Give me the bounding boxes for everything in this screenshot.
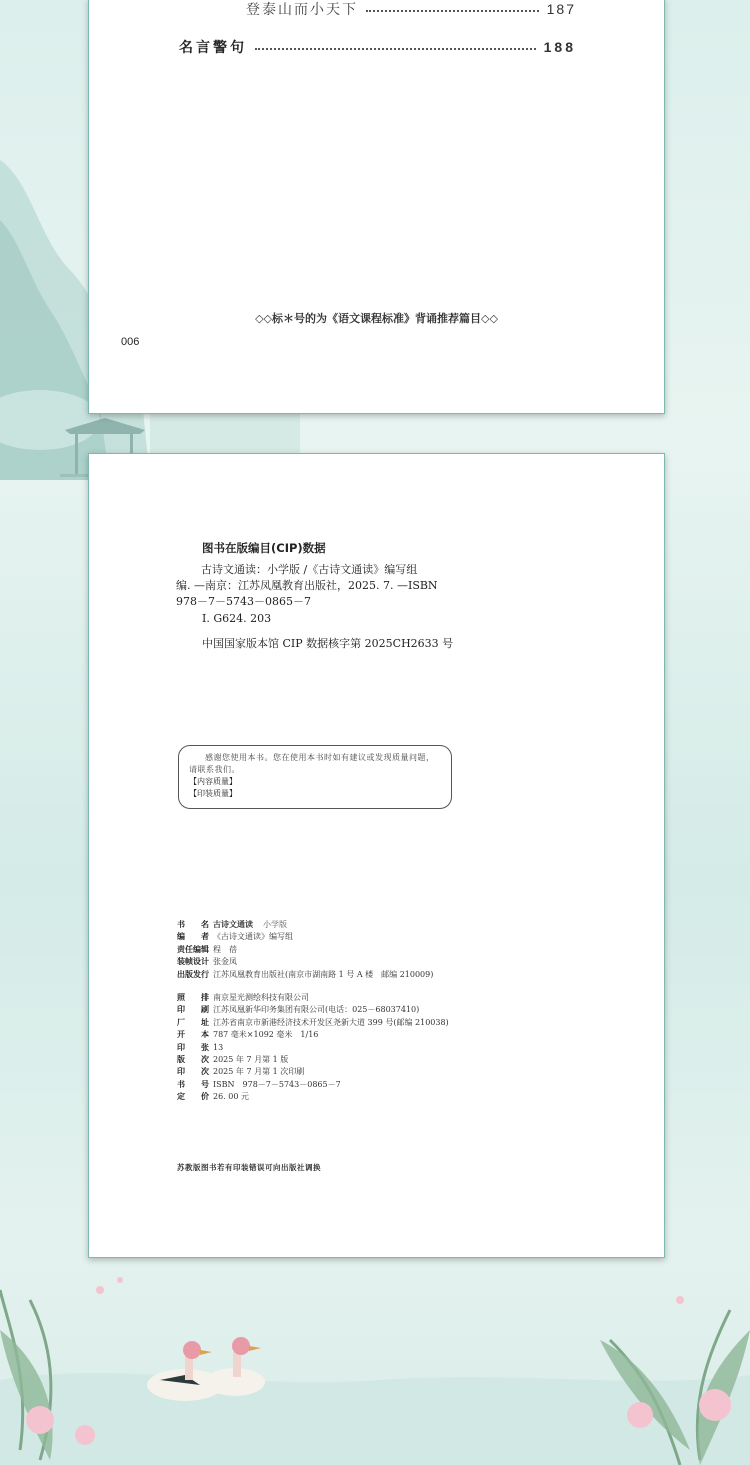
credit-row	[177, 1091, 449, 1103]
toc-page	[88, 0, 665, 414]
credits-printing	[177, 992, 449, 1104]
credit-row	[177, 969, 433, 981]
credit-key: 版 次	[177, 1055, 209, 1065]
credit-value: 江苏凤凰教育出版社(南京市湖南路 1 号 A 楼 邮编 210009)	[213, 969, 434, 979]
credit-value: 江苏省南京市新港经济技术开发区尧新大道 399 号(邮编 210038)	[213, 1017, 449, 1027]
credits-publisher	[177, 919, 433, 981]
credit-key: 责任编辑	[177, 944, 209, 954]
copyright-page	[88, 453, 665, 1258]
cip-line: 编. —南京：江苏凤凰教育出版社，2025. 7. —ISBN	[176, 579, 438, 592]
feedback-content-quality-tag: 【内容质量】	[189, 777, 237, 786]
credit-key: 出版发行	[177, 969, 209, 979]
credit-value: 2025 年 7 月第 1 次印刷	[213, 1067, 305, 1077]
credit-row	[177, 1004, 449, 1016]
credit-key: 印 张	[177, 1042, 209, 1052]
toc-entry-page: 188	[543, 39, 576, 55]
credit-key: 编 者	[177, 932, 209, 942]
credit-key: 印 次	[177, 1067, 209, 1077]
credit-value: 787 毫米×1092 毫米 1/16	[213, 1030, 319, 1040]
page-number: 006	[121, 336, 140, 348]
credit-key: 定 价	[177, 1092, 209, 1102]
credit-value: 南京星光测绘科技有限公司	[213, 993, 309, 1002]
cip-verification-number: 中国国家版本馆 CIP 数据核字第 2025CH2633 号	[202, 637, 454, 650]
credit-row	[177, 944, 433, 956]
credit-value: 江苏凤凰新华印务集团有限公司(电话：025－68037410)	[213, 1005, 420, 1015]
toc-entry-title: 登泰山而小天下	[246, 2, 358, 18]
credit-value: 《古诗文通读》编写组	[213, 932, 293, 942]
credit-row	[177, 992, 449, 1004]
credit-key: 厂 址	[177, 1017, 209, 1027]
credit-row	[177, 1054, 449, 1066]
credit-row	[177, 956, 433, 968]
book-title: 古诗文通读	[213, 920, 253, 929]
credit-key: 装帧设计	[177, 957, 209, 967]
feedback-box	[178, 745, 452, 809]
credit-row	[177, 1017, 449, 1029]
credit-value: 2025 年 7 月第 1 版	[213, 1055, 289, 1065]
feedback-print-quality-tag: 【印装质量】	[189, 789, 237, 798]
credit-key: 印 刷	[177, 1005, 209, 1015]
credit-row-title	[177, 919, 433, 931]
credit-row	[177, 1042, 449, 1054]
misprint-exchange-note: 苏教版图书若有印装错误可向出版社调换	[177, 1163, 321, 1172]
credit-key: 书 名	[177, 920, 209, 929]
credit-key: 开 本	[177, 1030, 209, 1040]
credit-row	[177, 1066, 449, 1078]
credit-value: ISBN 978－7－5743－0865－7	[213, 1079, 341, 1089]
credit-value: 13	[213, 1042, 224, 1052]
credit-key: 书 号	[177, 1079, 209, 1089]
recitation-footnote: ◇◇标＊号的为《语文课程标准》背诵推荐篇目◇◇	[255, 312, 498, 325]
book-edition-label: 小学版	[263, 920, 287, 929]
toc-entry[interactable]	[179, 37, 576, 57]
credit-row	[177, 931, 433, 943]
toc-entry-page: 187	[546, 1, 576, 17]
toc-entry-title: 名言警句	[179, 40, 247, 56]
feedback-text: 感谢您使用本书。您在使用本书时如有建议或发现质量问题，请联系我们。	[189, 753, 435, 774]
credit-key: 照 排	[177, 993, 209, 1002]
cip-line: 978－7－5743－0865－7	[176, 595, 311, 608]
credit-value: 程 蓓	[213, 944, 237, 954]
cip-classification: Ⅰ. G624. 203	[202, 612, 272, 625]
toc-dot-leader	[255, 48, 536, 50]
cip-heading: 图书在版编目(CIP)数据	[202, 541, 326, 555]
toc-dot-leader	[366, 10, 539, 12]
credit-row	[177, 1079, 449, 1091]
toc-entry[interactable]	[246, 0, 576, 19]
credit-value: 26. 00 元	[213, 1092, 249, 1102]
credit-row	[177, 1029, 449, 1041]
cip-record	[176, 562, 476, 610]
cip-line: 古诗文通读：小学版 /《古诗文通读》编写组	[201, 563, 418, 576]
credit-value: 张金凤	[213, 957, 237, 967]
